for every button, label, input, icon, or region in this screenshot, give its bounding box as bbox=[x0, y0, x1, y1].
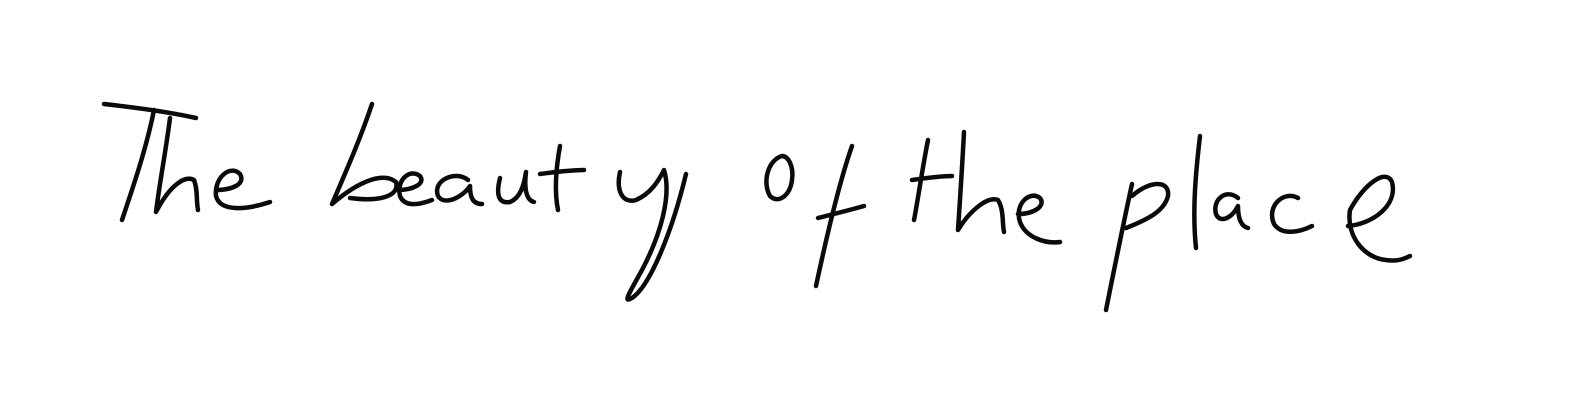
handwritten-word-the-1 bbox=[104, 104, 270, 220]
handwritten-word-the-2 bbox=[912, 132, 1060, 242]
handwritten-word-beauty bbox=[332, 104, 686, 300]
handwritten-word-of bbox=[766, 146, 864, 286]
handwritten-word-place bbox=[1106, 136, 1410, 310]
